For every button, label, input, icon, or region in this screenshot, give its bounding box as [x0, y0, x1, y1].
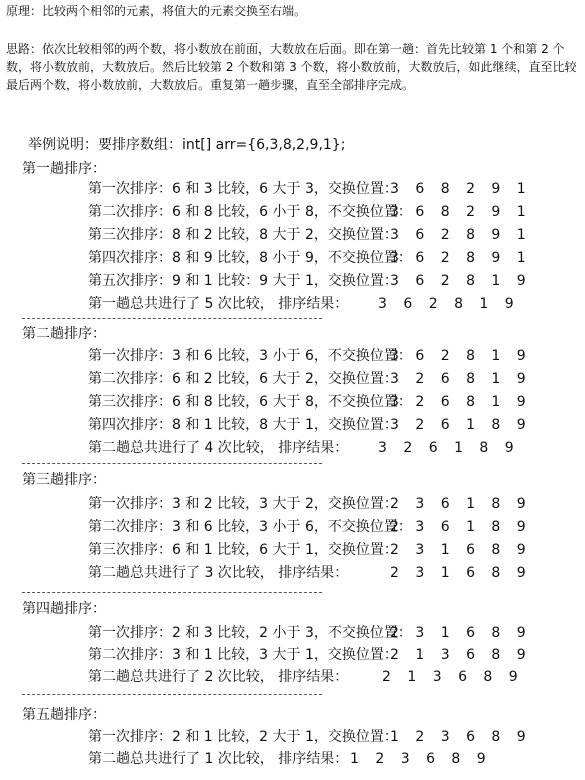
step-array: 3 2 6 1 8 9: [390, 417, 532, 433]
step-array: 1 2 3 6 8 9: [390, 729, 532, 745]
pass-title: 第四趟排序：: [22, 601, 106, 617]
example-heading: 举例说明：要排序数组：int[] arr={6,3,8,2,9,1};: [28, 137, 346, 153]
step-array: 3 2 6 8 1 9: [390, 371, 532, 387]
divider: [22, 463, 322, 464]
step-array: 3 6 2 8 1 9: [390, 273, 532, 289]
step-row: [88, 416, 532, 434]
pass-summary: [88, 564, 532, 582]
pass-summary: [88, 668, 524, 686]
step-row: [88, 393, 532, 411]
summary-result: 3 6 2 8 1 9: [378, 296, 520, 312]
summary-text: 第二趟总共进行了 4 次比较， 排序结果：: [88, 440, 349, 456]
step-text: 第三次排序：8 和 2 比较，8 大于 2，交换位置：: [88, 227, 398, 243]
step-row: [88, 624, 532, 642]
step-row: [88, 728, 532, 746]
step-array: 3 6 2 8 1 9: [390, 348, 532, 364]
summary-result: 2 3 1 6 8 9: [390, 565, 532, 581]
step-row: [88, 203, 532, 221]
summary-text: 第一趟总共进行了 5 次比较， 排序结果：: [88, 296, 349, 312]
step-row: [88, 347, 532, 365]
step-text: 第五次排序：9 和 1 比较：9 大于 1，交换位置：: [88, 273, 398, 289]
summary-text: 第二趟总共进行了 2 次比较， 排序结果：: [88, 669, 349, 685]
step-text: 第二次排序：6 和 8 比较，6 小于 8，不交换位置：: [88, 204, 412, 220]
step-row: [88, 541, 532, 559]
summary-result: 1 2 3 6 8 9: [350, 751, 492, 767]
step-row: [88, 495, 532, 513]
step-text: 第一次排序：3 和 2 比较，3 大于 2，交换位置：: [88, 496, 398, 512]
step-row: [88, 180, 532, 198]
principle-paragraph: 原理：比较两个相邻的元素，将值大的元素交换至右端。: [6, 4, 307, 18]
pass-title: 第五趟排序：: [22, 707, 106, 723]
step-array: 2 3 6 1 8 9: [390, 496, 532, 512]
step-row: [88, 370, 532, 388]
step-row: [88, 272, 532, 290]
step-text: 第一次排序：2 和 3 比较，2 小于 3，不交换位置：: [88, 625, 412, 641]
step-array: 3 2 6 8 1 9: [390, 394, 532, 410]
pass-title: 第二趟排序：: [22, 326, 106, 342]
pass-summary: [88, 439, 520, 457]
step-row: [88, 646, 532, 664]
step-text: 第一次排序：3 和 6 比较，3 小于 6，不交换位置：: [88, 348, 412, 364]
pass-summary: [88, 295, 520, 313]
step-row: [88, 518, 532, 536]
step-array: 2 3 6 1 8 9: [390, 519, 532, 535]
step-text: 第三次排序：6 和 8 比较，6 大于 8，不交换位置：: [88, 394, 412, 410]
divider: [22, 694, 322, 695]
step-array: 2 3 1 6 8 9: [390, 625, 532, 641]
summary-text: 第二趟总共进行了 1 次比较， 排序结果：: [88, 751, 349, 767]
step-text: 第三次排序：6 和 1 比较，6 大于 1，交换位置：: [88, 542, 398, 558]
step-text: 第四次排序：8 和 9 比较，8 小于 9，不交换位置：: [88, 250, 412, 266]
step-text: 第一次排序：6 和 3 比较，6 大于 3，交换位置：: [88, 181, 398, 197]
step-array: 3 6 8 2 9 1: [390, 204, 532, 220]
pass-summary: [88, 750, 492, 768]
pass-title: 第三趟排序：: [22, 472, 106, 488]
step-text: 第二次排序：3 和 1 比较，3 大于 1，交换位置：: [88, 647, 398, 663]
step-array: 2 1 3 6 8 9: [390, 647, 532, 663]
step-text: 第二次排序：3 和 6 比较，3 小于 6，不交换位置：: [88, 519, 412, 535]
step-row: [88, 226, 532, 244]
summary-text: 第二趟总共进行了 3 次比较， 排序结果：: [88, 565, 349, 581]
summary-result: 3 2 6 1 8 9: [378, 440, 520, 456]
step-text: 第四次排序：8 和 1 比较，8 大于 1，交换位置：: [88, 417, 398, 433]
divider: [22, 592, 322, 593]
pass-title: 第一趟排序：: [22, 161, 106, 177]
summary-result: 2 1 3 6 8 9: [382, 669, 524, 685]
step-text: 第二次排序：6 和 2 比较，6 大于 2，交换位置：: [88, 371, 398, 387]
step-array: 3 6 8 2 9 1: [390, 181, 532, 197]
step-text: 第一次排序：2 和 1 比较，2 大于 1，交换位置：: [88, 729, 398, 745]
step-array: 3 6 2 8 9 1: [390, 250, 532, 266]
step-row: [88, 249, 532, 267]
step-array: 2 3 1 6 8 9: [390, 542, 532, 558]
idea-paragraph: 思路：依次比较相邻的两个数，将小数放在前面，大数放在后面。即在第一趟：首先比较第 1 个和第 2 个数，将小数放前，大数放后。然后比较第 2 个数和第 3 个数，将小数放前，大数放后，如此继续，直至比较最后两个数，将小数放前，大数放后。重复第一趟步骤，直至全部排序完成。: [6, 42, 577, 92]
step-array: 3 6 2 8 9 1: [390, 227, 532, 243]
divider: [22, 318, 322, 319]
